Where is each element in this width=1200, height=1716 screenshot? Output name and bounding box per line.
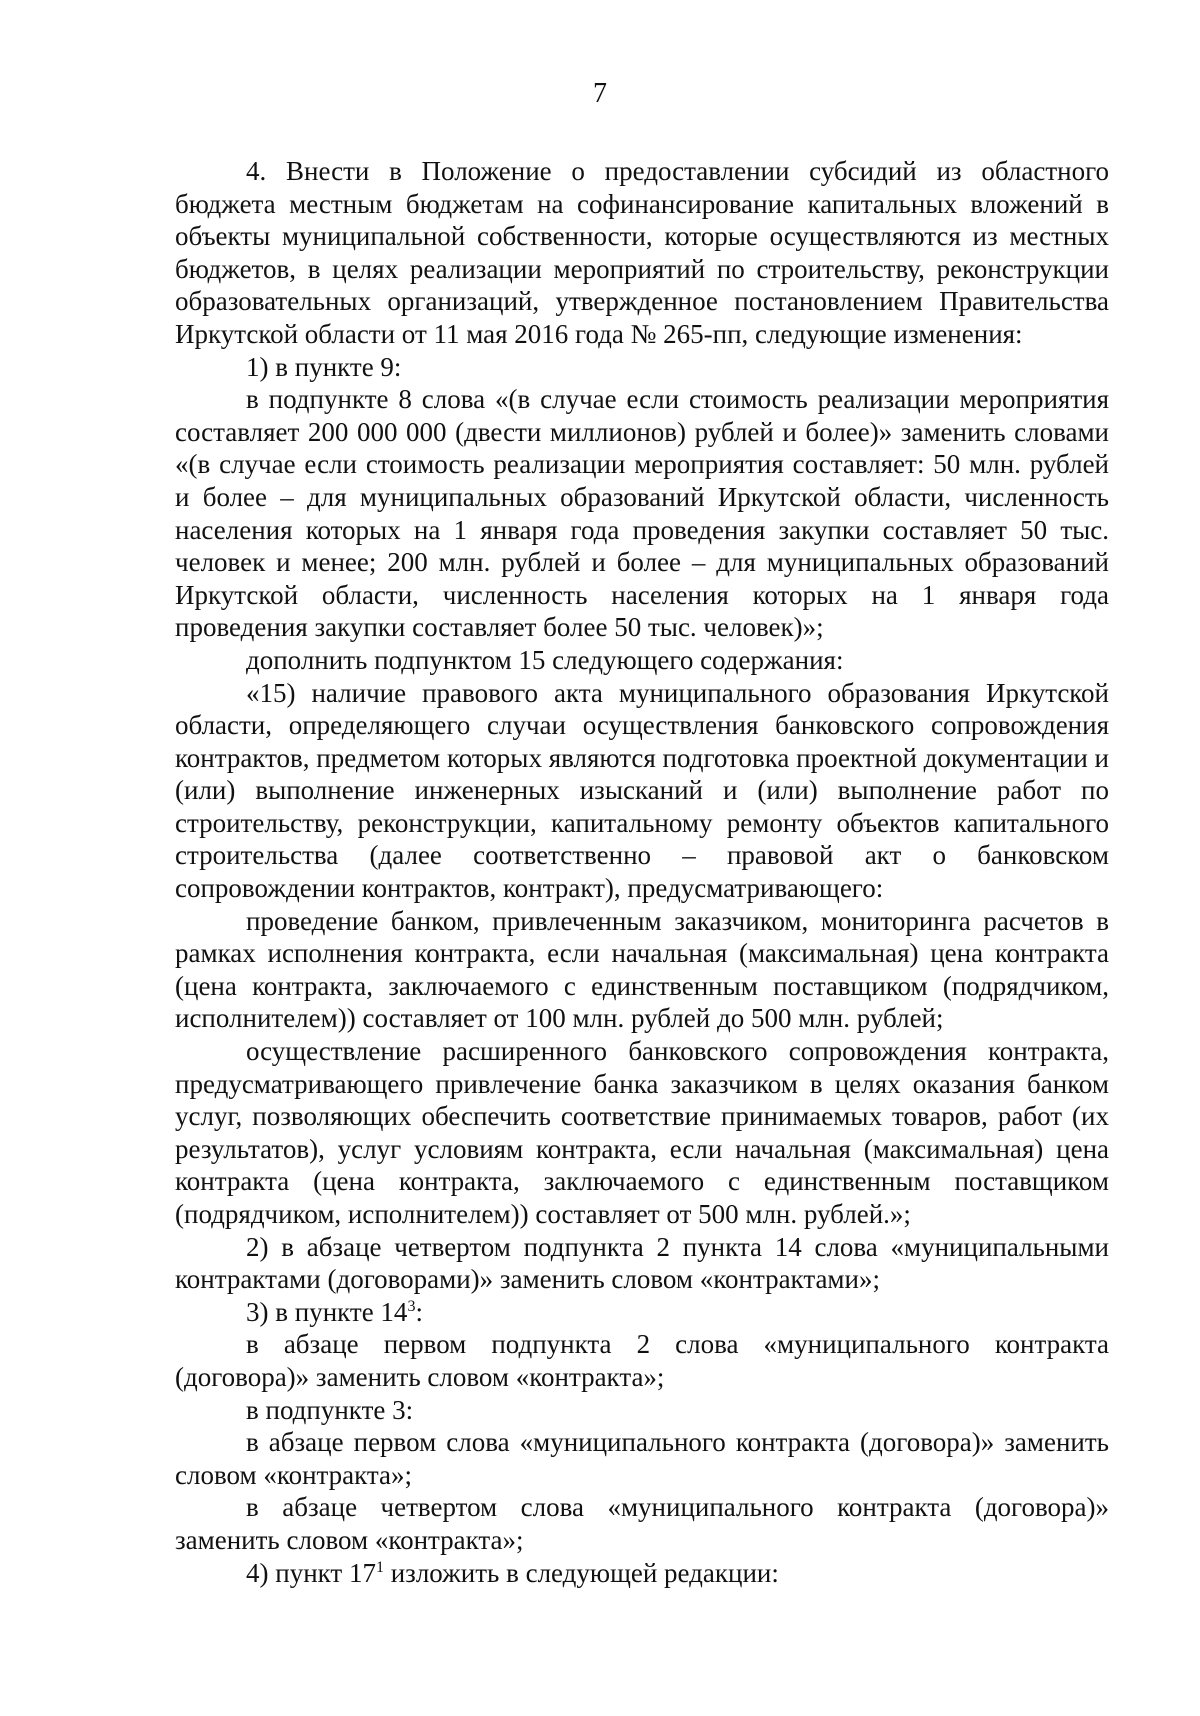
paragraph-subitem-3 (175, 1296, 1109, 1329)
paragraph-abzac-first-words: в абзаце первом слова «муниципального контракта (договора)» заменить словом «контракта»; (175, 1427, 1109, 1490)
subitem-4-superscript: 1 (375, 1558, 384, 1576)
paragraph-subpoint-8: в подпункте 8 слова «(в случае если стоимость реализации мероприятия составляет 200 000 000 (двести миллионов) рублей и более)» заменить словами «(в случае если стоимость реализации мероприятия составляет: 50 млн. рублей и более – для муниципальных образований Иркутской области, численность населения которых на 1 января года проведения закупки составляет 50 тыс. человек и менее; 200 млн. рублей и более – для муниципальных образований Иркутской области, численность населения которых на 1 января года проведения закупки составляет более 50 тыс. человек)»; (175, 384, 1109, 643)
paragraph-abzac-fourth-words: в абзаце четвертом слова «муниципального контракта (договора)» заменить словом «контракта»; (175, 1492, 1109, 1555)
subitem-3-superscript: 3 (407, 1297, 416, 1315)
page-number: 7 (593, 78, 607, 109)
document-body (175, 155, 1109, 1589)
subitem-3-colon: : (415, 1296, 423, 1327)
paragraph-subpoint-3: в подпункте 3: (246, 1394, 414, 1425)
paragraph-first-abzac: в абзаце первом подпункта 2 слова «муниципального контракта (договора)» заменить словом «контракта»; (175, 1329, 1109, 1392)
subitem-3-text: 3) в пункте 14 (246, 1296, 408, 1327)
paragraph-add-subpoint-15: дополнить подпунктом 15 следующего содержания: (246, 644, 844, 675)
subitem-4-rest: изложить в следующей редакции: (383, 1557, 779, 1588)
paragraph-subitem-1: 1) в пункте 9: (246, 351, 402, 382)
paragraph-subpoint-15-text: «15) наличие правового акта муниципального образования Иркутской области, определяющего случаи осуществления банковского сопровождения контрактов, предметом которых являются подготовка проектной документации и (или) выполнение инженерных изысканий и (или) выполнение работ по строительству, реконструкции, капитальному ремонту объектов капитального строительства (далее соответственно – правовой акт о банковском сопровождении контрактов, контракт), предусматривающего: (175, 677, 1109, 904)
paragraph-item-4: 4. Внести в Положение о предоставлении субсидий из областного бюджета местным бюджетам на софинансирование капитальных вложений в объекты муниципальной собственности, которые осуществляются из местных бюджетов, в целях реализации мероприятий по строительству, реконструкции образовательных организаций, утвержденное постановлением Правительства Иркутской области от 11 мая 2016 года № 265-пп, следующие изменения: (175, 156, 1109, 349)
paragraph-bank-monitoring: проведение банком, привлеченным заказчиком, мониторинга расчетов в рамках исполнения контракта, если начальная (максимальная) цена контракта (цена контракта, заключаемого с единственным поставщиком (подрядчиком, исполнителем)) составляет от 100 млн. рублей до 500 млн. рублей; (175, 905, 1109, 1034)
paragraph-subitem-4 (175, 1557, 1109, 1590)
paragraph-subitem-2: 2) в абзаце четвертом подпункта 2 пункта 14 слова «муниципальными контрактами (договорами)» заменить словом «контрактами»; (175, 1231, 1109, 1295)
paragraph-extended-support: осуществление расширенного банковского сопровождения контракта, предусматривающего привлечение банка заказчиком в целях оказания банком услуг, позволяющих обеспечить соответствие принимаемых товаров, работ (их результатов), услуг условиям контракта, если начальная (максимальная) цена контракта (цена контракта, заключаемого с единственным поставщиком (подрядчиком, исполнителем)) составляет от 500 млн. рублей.»; (175, 1036, 1109, 1229)
subitem-4-text: 4) пункт 17 (246, 1557, 376, 1588)
